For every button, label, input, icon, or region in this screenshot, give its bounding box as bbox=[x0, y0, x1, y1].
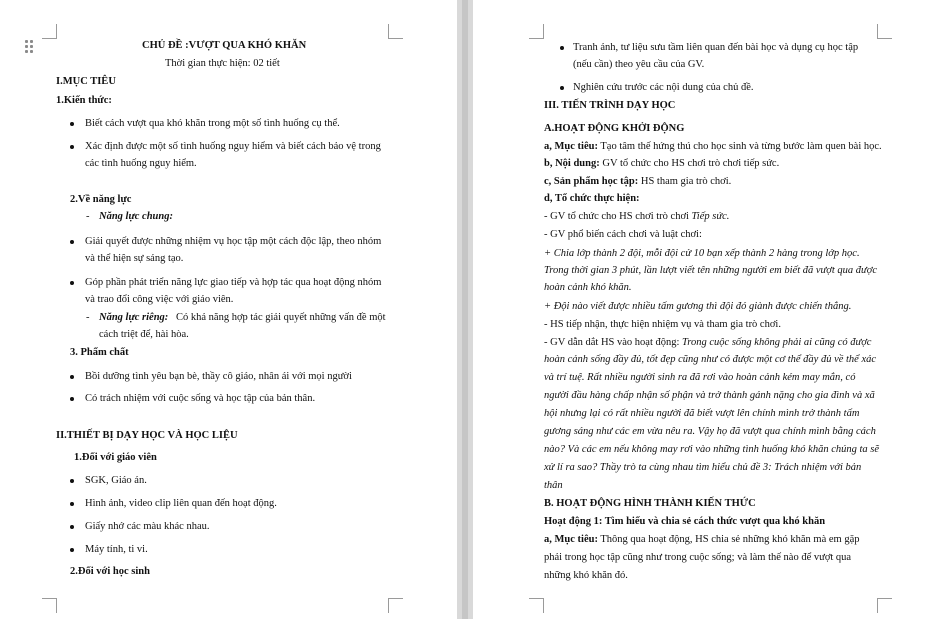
game-name: Tiếp sức. bbox=[691, 211, 730, 222]
bullet-icon bbox=[70, 375, 74, 379]
paragraph-line: người đầu hàng chấp nhận số phận và trở thành gánh nặng cho gia đình và xã bbox=[544, 390, 875, 401]
label-content: b, Nội dung: bbox=[544, 158, 600, 169]
bullet-icon bbox=[70, 122, 74, 126]
list-item: SGK, Giáo án. bbox=[85, 475, 147, 486]
subsection-heading: 2.Đối với học sinh bbox=[70, 566, 150, 577]
label-goal: a, Mục tiêu: bbox=[544, 141, 598, 152]
paragraph-line: nào? Và các em nếu không may rơi vào những tình huống khó khăn chúng ta sẽ bbox=[544, 444, 880, 455]
paragraph-line: gương sáng như các em vừa nêu ra. Vậy họ đã vượt qua chính mình bằng cách bbox=[544, 426, 876, 437]
paragraph-line: + Chia lớp thành 2 đội, mỗi đội cử 10 bạn xếp thành 2 hàng trong lớp học. bbox=[544, 248, 860, 259]
list-item: Xác định được một số tình huống nguy hiểm và biết cách bảo vệ trong bbox=[85, 141, 381, 152]
dash-marker: - bbox=[86, 312, 90, 323]
subsection-heading: 3. Phẩm chất bbox=[70, 347, 129, 358]
list-item: Bồi dưỡng tình yêu bạn bè, thầy cô giáo, nhân ái với mọi người bbox=[85, 371, 352, 382]
bullet-icon bbox=[560, 46, 564, 50]
bullet-icon bbox=[70, 281, 74, 285]
goal-text: Tạo tâm thế hứng thú cho học sinh và từng bước làm quen bài học. bbox=[597, 141, 882, 152]
list-item-cont: (nếu cần) theo yêu cầu của GV. bbox=[573, 59, 705, 70]
paragraph-line: xử lí ra sao? Thầy trò ta cùng nhau tìm hiểu chủ đề 3: Trách nhiệm với bản bbox=[544, 462, 862, 473]
drag-handle-icon[interactable] bbox=[25, 40, 35, 54]
dash-marker: - bbox=[86, 211, 90, 222]
paragraph-line: hội nhưng lại có rất nhiều người đã biết vượt lên chính mình trở thành tấm bbox=[544, 408, 860, 419]
crop-mark bbox=[388, 598, 403, 613]
bullet-icon bbox=[70, 479, 74, 483]
subheading-special: Năng lực riêng: bbox=[99, 312, 169, 323]
paragraph-line: d, Tổ chức thực hiện: bbox=[544, 193, 640, 204]
paragraph-line: + Đội nào viết được nhiều tấm gương thì đội đó giành được chiến thắng. bbox=[544, 301, 852, 312]
step-text: - GV tổ chức cho HS chơi trò chơi bbox=[544, 211, 692, 222]
page-gutter bbox=[457, 0, 473, 619]
list-item-cont: và trao đổi công việc với giáo viên. bbox=[85, 294, 234, 305]
product-text: HS tham gia trò chơi. bbox=[638, 176, 732, 187]
paragraph-line: phải trong học tập cũng như trong cuộc sống; và làm thế nào để vượt qua bbox=[544, 552, 852, 563]
crop-mark bbox=[529, 598, 544, 613]
section-heading: I.MỤC TIÊU bbox=[56, 76, 116, 87]
list-item-cont: và thể hiện sự sáng tạo. bbox=[85, 253, 184, 264]
paragraph-line bbox=[544, 140, 882, 153]
document-page-right bbox=[473, 0, 935, 619]
subsection-heading: 1.Kiến thức: bbox=[56, 95, 112, 106]
list-item: Giải quyết được những nhiệm vụ học tập một cách độc lập, theo nhóm bbox=[85, 236, 382, 247]
content-text: GV tổ chức cho HS chơi trò chơi tiếp sức. bbox=[599, 158, 780, 169]
paragraph-line bbox=[544, 175, 731, 188]
activity-heading: A.HOẠT ĐỘNG KHỞI ĐỘNG bbox=[544, 123, 685, 134]
section-heading: III. TIẾN TRÌNH DẠY HỌC bbox=[544, 100, 676, 111]
list-item: Biết cách vượt qua khó khăn trong một số tình huống cụ thể. bbox=[85, 118, 340, 129]
crop-mark bbox=[42, 24, 57, 39]
paragraph-line bbox=[544, 336, 871, 349]
document-page-left bbox=[0, 0, 457, 619]
activity-heading: B. HOẠT ĐỘNG HÌNH THÀNH KIẾN THỨC bbox=[544, 498, 756, 509]
paragraph-line: thân bbox=[544, 480, 563, 491]
paragraph-line: - GV phổ biến cách chơi và luật chơi: bbox=[544, 229, 702, 240]
paragraph-line bbox=[544, 210, 729, 223]
paragraph-line bbox=[544, 533, 860, 546]
list-item: Có trách nhiệm với cuộc sống và học tập của bản thân. bbox=[85, 393, 316, 404]
lead-text: - GV dẫn dắt HS vào hoạt động: bbox=[544, 337, 683, 348]
crop-mark bbox=[877, 598, 892, 613]
subheading-common: Năng lực chung: bbox=[99, 211, 173, 222]
crop-mark bbox=[877, 24, 892, 39]
paragraph-line: hoàn cảnh khó khăn. bbox=[544, 282, 632, 293]
bullet-icon bbox=[70, 240, 74, 244]
special-text: Có khả năng hợp tác giải quyết những vấn đề một bbox=[176, 312, 386, 323]
section-heading: II.THIẾT BỊ DẠY HỌC VÀ HỌC LIỆU bbox=[56, 430, 238, 441]
goal-text: Thông qua hoạt động, HS chia sẻ những khó khăn mà em gặp bbox=[597, 534, 860, 545]
paragraph-line: và trí tuệ. Rất nhiều người sinh ra đã rơi vào hoàn cảnh kém may mắn, có bbox=[544, 372, 856, 383]
label-product: c, Sản phẩm học tập: bbox=[544, 176, 639, 187]
paragraph-line: những khó khăn đó. bbox=[544, 570, 628, 581]
subsection-heading: 2.Về năng lực bbox=[70, 194, 132, 205]
paragraph-line bbox=[544, 157, 779, 170]
list-item: Tranh ảnh, tư liệu sưu tầm liên quan đến bài học và dụng cụ học tập bbox=[573, 42, 859, 53]
crop-mark bbox=[42, 598, 57, 613]
paragraph-line: - HS tiếp nhận, thực hiện nhiệm vụ và tham gia trò chơi. bbox=[544, 319, 781, 330]
lead-italic: Trong cuộc sống không phải ai cũng có được bbox=[682, 337, 872, 348]
doc-title: CHỦ ĐỀ :VƯỢT QUA KHÓ KHĂN bbox=[142, 40, 307, 51]
list-item-cont: các tình huống nguy hiểm. bbox=[85, 158, 197, 169]
paragraph-line: Trong thời gian 3 phút, lần lượt viết tên những người em biết đã vượt qua được bbox=[544, 265, 878, 276]
bullet-icon bbox=[70, 525, 74, 529]
list-item: Giấy nhớ các màu khác nhau. bbox=[85, 521, 210, 532]
list-item: Máy tính, ti vi. bbox=[85, 544, 148, 555]
bullet-icon bbox=[70, 397, 74, 401]
crop-mark bbox=[388, 24, 403, 39]
subsection-heading: 1.Đối với giáo viên bbox=[74, 452, 157, 463]
paragraph-line: hoàn cảnh sống đầy đủ, tốt đẹp cũng như có được một cơ thể đầy đủ về thể xác bbox=[544, 354, 877, 365]
list-item: Nghiên cứu trước các nội dung của chủ đề. bbox=[573, 82, 754, 93]
special-text-cont: cách triệt để, hài hòa. bbox=[99, 329, 189, 340]
bullet-icon bbox=[70, 548, 74, 552]
list-item: Hình ảnh, video clip liên quan đến hoạt động. bbox=[85, 498, 277, 509]
activity-subheading: Hoạt động 1: Tìm hiểu và chia sẻ cách thức vượt qua khó khăn bbox=[544, 516, 826, 527]
bullet-icon bbox=[70, 502, 74, 506]
doc-time: Thời gian thực hiện: 02 tiết bbox=[165, 58, 280, 69]
label-goal: a, Mục tiêu: bbox=[544, 534, 598, 545]
crop-mark bbox=[529, 24, 544, 39]
bullet-icon bbox=[70, 145, 74, 149]
list-item: Góp phần phát triển năng lực giao tiếp và hợp tác qua hoạt động nhóm bbox=[85, 277, 382, 288]
bullet-icon bbox=[560, 86, 564, 90]
